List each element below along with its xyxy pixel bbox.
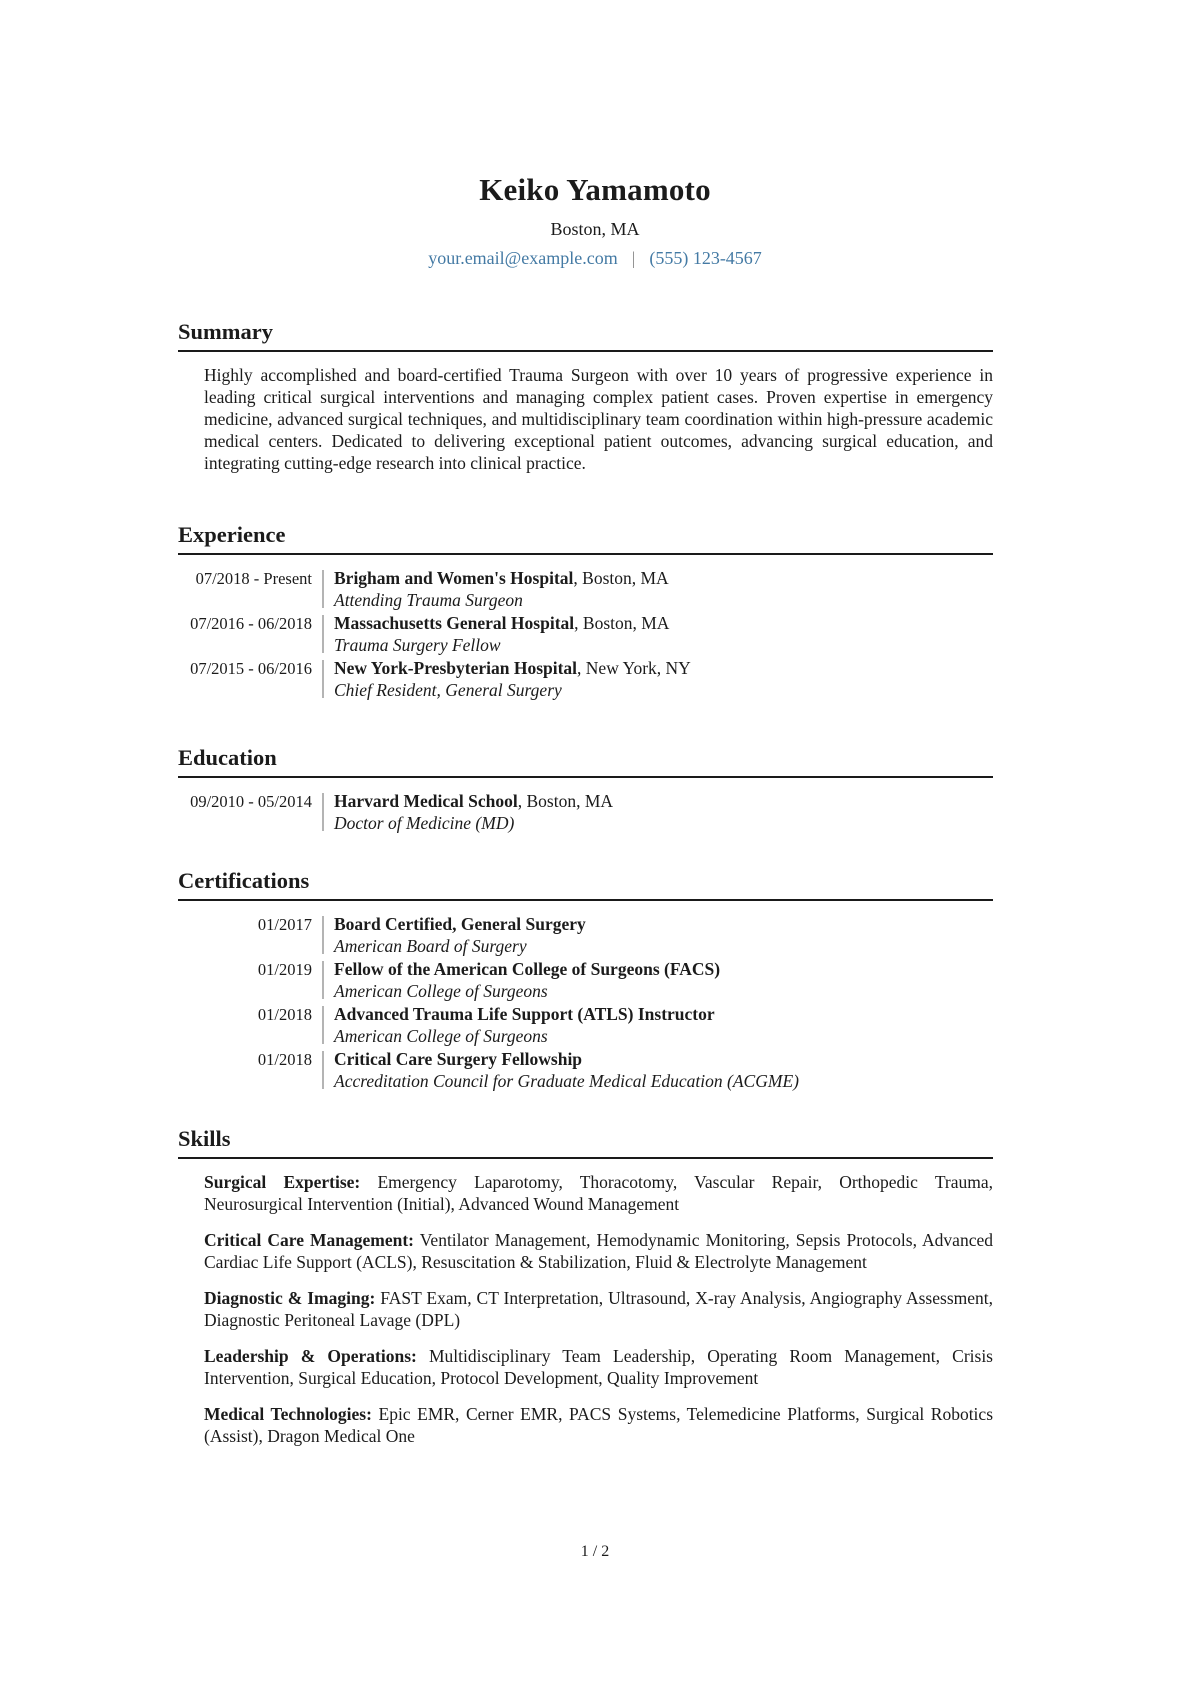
skill-group-label: Leadership & Operations:	[204, 1346, 417, 1366]
summary-text: Highly accomplished and board-certified Trauma Surgeon with over 10 years of progressive experience in leading critical surgical interventions and managing complex patient cases. Proven expertise in emergency medicine, advanced surgical techniques, and multidisciplinary team coordination within high-pressure academic medical centers. Dedicated to delivering exceptional patient outcomes, advancing surgical education, and integrating cutting-edge research into clinical practice.	[204, 365, 993, 473]
entry-organization: Brigham and Women's Hospital	[334, 568, 574, 588]
certification-issuer: American College of Surgeons	[334, 981, 548, 1001]
entry-content	[334, 913, 993, 957]
timeline-divider	[312, 1048, 334, 1092]
entry-organization: New York-Presbyterian Hospital	[334, 658, 578, 678]
entry-dates: 01/2018	[257, 1050, 312, 1069]
entry-content	[334, 958, 993, 1002]
contact-line	[0, 248, 1190, 269]
entry-content	[334, 657, 993, 701]
certification-name: Advanced Trauma Life Support (ATLS) Instructor	[334, 1004, 715, 1024]
resume-header	[0, 0, 1190, 269]
skill-group-label: Surgical Expertise:	[204, 1172, 361, 1192]
contact-separator: |	[631, 248, 636, 268]
entry-dates: 01/2019	[257, 960, 312, 979]
entry-institution: Harvard Medical School	[334, 791, 518, 811]
section-summary	[178, 319, 993, 474]
skill-group-items: Ventilator Management, Hemodynamic Monitoring, Sepsis Protocols, Advanced Cardiac Life Support (ACLS), Resuscitation & Stabilization, Fluid & Electrolyte Management	[204, 1230, 993, 1272]
experience-heading: Experience	[178, 522, 993, 555]
entry-title-line	[334, 612, 993, 634]
timeline-divider	[312, 657, 334, 701]
section-education	[178, 745, 993, 834]
entry-role: Chief Resident, General Surgery	[334, 680, 562, 700]
timeline-divider	[312, 958, 334, 1002]
entry-content	[334, 1048, 993, 1092]
timeline-divider	[312, 790, 334, 834]
entry-role: Trauma Surgery Fellow	[334, 635, 501, 655]
certification-issuer: American Board of Surgery	[334, 936, 527, 956]
skill-group-items: FAST Exam, CT Interpretation, Ultrasound, X-ray Analysis, Angiography Assessment, Diagnostic Peritoneal Lavage (DPL)	[204, 1288, 993, 1330]
skill-group-label: Critical Care Management:	[204, 1230, 415, 1250]
entry-content	[334, 567, 993, 611]
certification-name: Board Certified, General Surgery	[334, 914, 586, 934]
education-heading: Education	[178, 745, 993, 778]
entry-location: , New York, NY	[577, 658, 691, 678]
entry-dates: 01/2017	[257, 915, 312, 934]
skill-group	[204, 1345, 993, 1389]
skill-group-items: Multidisciplinary Team Leadership, Operating Room Management, Crisis Intervention, Surgical Education, Protocol Development, Quality Improvement	[204, 1346, 993, 1388]
entry-dates: 07/2018 - Present	[195, 569, 312, 588]
timeline-divider	[312, 913, 334, 957]
entry-location: , Boston, MA	[517, 791, 614, 811]
entry-content	[334, 1003, 993, 1047]
entry-title-line	[334, 913, 993, 935]
education-entry	[178, 790, 993, 834]
skill-group	[204, 1287, 993, 1331]
skills-body	[178, 1171, 993, 1447]
skill-group-items: Epic EMR, Cerner EMR, PACS Systems, Telemedicine Platforms, Surgical Robotics (Assist), Dragon Medical One	[204, 1404, 993, 1446]
entry-content	[334, 612, 993, 656]
entry-title-line	[334, 790, 993, 812]
entry-title-line	[334, 958, 993, 980]
experience-list	[178, 567, 993, 701]
certifications-heading: Certifications	[178, 868, 993, 901]
skill-group	[204, 1171, 993, 1215]
phone-link[interactable]: (555) 123-4567	[649, 248, 762, 268]
entry-role: Attending Trauma Surgeon	[334, 590, 523, 610]
experience-entry	[178, 612, 993, 656]
entry-dates: 07/2015 - 06/2016	[190, 659, 312, 678]
section-certifications	[178, 868, 993, 1092]
summary-body	[178, 364, 993, 474]
email-link[interactable]: your.email@example.com	[428, 248, 618, 268]
entry-content	[334, 790, 993, 834]
entry-title-line	[334, 567, 993, 589]
skill-group-label: Medical Technologies:	[204, 1404, 372, 1424]
entry-location: , Boston, MA	[573, 568, 669, 588]
certification-issuer: Accreditation Council for Graduate Medical Education (ACGME)	[334, 1071, 799, 1091]
skill-group-items: Emergency Laparotomy, Thoracotomy, Vascular Repair, Orthopedic Trauma, Neurosurgical Intervention (Initial), Advanced Wound Management	[204, 1172, 994, 1214]
certification-entry	[178, 958, 993, 1002]
entry-dates: 09/2010 - 05/2014	[190, 792, 312, 811]
entry-title-line	[334, 1048, 993, 1070]
skill-group	[204, 1403, 993, 1447]
section-experience	[178, 522, 993, 701]
skills-heading: Skills	[178, 1126, 993, 1159]
summary-heading: Summary	[178, 319, 993, 352]
experience-entry	[178, 567, 993, 611]
timeline-divider	[312, 567, 334, 611]
certification-entry	[178, 913, 993, 957]
person-name: Keiko Yamamoto	[479, 172, 711, 207]
entry-location: , Boston, MA	[574, 613, 670, 633]
skill-group	[204, 1229, 993, 1273]
certification-issuer: American College of Surgeons	[334, 1026, 548, 1046]
certification-entry	[178, 1048, 993, 1092]
person-location: Boston, MA	[550, 219, 640, 239]
section-skills	[178, 1126, 993, 1447]
certification-name: Fellow of the American College of Surgeons (FACS)	[334, 959, 721, 979]
page-number: 1 / 2	[580, 1543, 610, 1560]
entry-dates: 01/2018	[257, 1005, 312, 1024]
entry-degree: Doctor of Medicine (MD)	[334, 813, 515, 833]
entry-organization: Massachusetts General Hospital	[334, 613, 575, 633]
timeline-divider	[312, 1003, 334, 1047]
certification-entry	[178, 1003, 993, 1047]
certification-name: Critical Care Surgery Fellowship	[334, 1049, 583, 1069]
education-list	[178, 790, 993, 834]
experience-entry	[178, 657, 993, 701]
timeline-divider	[312, 612, 334, 656]
entry-dates: 07/2016 - 06/2018	[190, 614, 312, 633]
entry-title-line	[334, 1003, 993, 1025]
certifications-list	[178, 913, 993, 1092]
skill-group-label: Diagnostic & Imaging:	[204, 1288, 376, 1308]
entry-title-line	[334, 657, 993, 679]
